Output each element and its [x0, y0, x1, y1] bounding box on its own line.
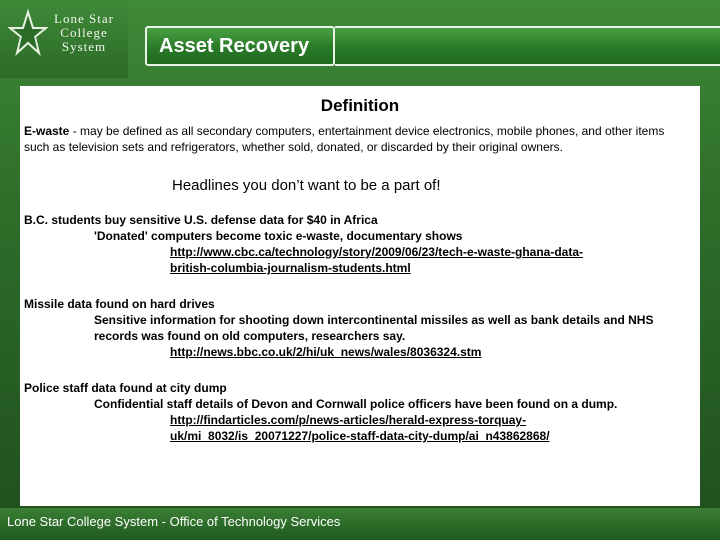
definition-title: Definition	[320, 96, 400, 115]
story-headline: Missile data found on hard drives	[24, 297, 215, 311]
title-bar-extension	[335, 26, 720, 66]
definition-term: E-waste	[24, 124, 70, 138]
star-icon	[8, 8, 48, 64]
logo-line2: College	[60, 25, 108, 40]
headlines-title: Headlines you don’t want to be a part of!	[172, 177, 441, 194]
logo-line1: Lone Star	[54, 11, 114, 26]
page-title: Asset Recovery	[159, 35, 310, 57]
story-link[interactable]: http://news.bbc.co.uk/2/hi/uk_news/wales/8036324.stm	[170, 345, 482, 359]
story-subtext: Sensitive information for shooting down intercontinental missiles as well as bank details and NHS records was found on old computers, researchers say.	[94, 313, 654, 343]
footer-bar	[0, 508, 720, 540]
story-headline: B.C. students buy sensitive U.S. defense data for $40 in Africa	[24, 213, 378, 227]
definition-text	[24, 123, 674, 155]
story-link[interactable]: http://www.cbc.ca/technology/story/2009/06/23/tech-e-waste-ghana-data-	[170, 245, 583, 259]
logo-line3: System	[61, 39, 107, 54]
content-panel	[20, 86, 700, 506]
story-subtext: 'Donated' computers become toxic e-waste, documentary shows	[94, 229, 463, 243]
logo-text	[44, 12, 124, 54]
definition-body: - may be defined as all secondary computers, entertainment device electronics, mobile phones, and other items such as television sets and refrigerators, whether sold, donated, or discarded by their original owners.	[24, 124, 665, 154]
story-link[interactable]: http://findarticles.com/p/news-articles/herald-express-torquay-	[170, 413, 527, 427]
footer-text: Lone Star College System - Office of Technology Services	[7, 514, 341, 529]
story	[24, 212, 689, 276]
story	[24, 380, 689, 444]
story-link-continued[interactable]: british-columbia-journalism-students.html	[170, 261, 411, 275]
story-headline: Police staff data found at city dump	[24, 381, 227, 395]
story-link-continued[interactable]: uk/mi_8032/is_20071227/police-staff-data-city-dump/ai_n43862868/	[170, 429, 550, 443]
story-subtext: Confidential staff details of Devon and Cornwall police officers have been found on a dump.	[94, 397, 618, 411]
story	[24, 296, 689, 360]
lone-star-logo	[0, 0, 128, 78]
title-bar	[145, 26, 335, 66]
